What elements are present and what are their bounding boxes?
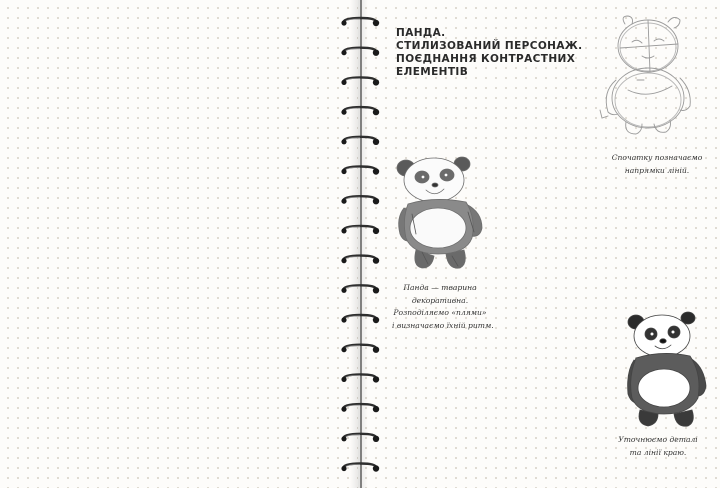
caption-spots-line-3: Розподіляємо «плями» <box>393 308 487 317</box>
spiral-ring <box>341 434 379 442</box>
caption-lines <box>596 152 718 177</box>
caption-spots-line-1: Панда — тварина <box>403 283 477 292</box>
title-line-3: ПОЄДНАННЯ КОНТРАСТНИХ <box>396 53 576 65</box>
spiral-ring <box>341 167 379 175</box>
spiral-binding <box>336 0 386 488</box>
spiral-ring <box>341 18 379 26</box>
caption-lines-line-2: напрямки ліній. <box>624 165 690 175</box>
left-page <box>0 0 358 488</box>
caption-lines-line-1: Спочатку позначаємо <box>611 153 703 162</box>
spiral-ring <box>341 196 379 204</box>
spiral-ring <box>341 374 379 382</box>
caption-spots-line-2: декоративна. <box>411 295 469 305</box>
page-title <box>396 27 596 79</box>
caption-spots-line-4: і визначаємо їхній ритм. <box>392 320 494 330</box>
spiral-ring <box>341 285 379 293</box>
title-line-1: ПАНДА. <box>396 27 446 39</box>
spiral-ring <box>341 256 379 264</box>
spiral-ring <box>341 137 379 145</box>
caption-details-line-2: та лінії краю. <box>629 447 687 457</box>
caption-details-line-1: Уточнюємо деталі <box>618 435 698 444</box>
title-line-4: ЕЛЕМЕНТІВ <box>396 66 469 78</box>
spiral-ring <box>341 77 379 85</box>
spiral-ring <box>341 226 379 234</box>
spiral-ring <box>341 107 379 115</box>
spiral-ring <box>341 464 379 472</box>
panda-details-sketch <box>618 310 718 430</box>
spiral-ring <box>341 315 379 323</box>
title-line-2: СТИЛИЗОВАНИЙ ПЕРСОНАЖ. <box>396 40 583 52</box>
spiral-ring <box>341 404 379 412</box>
panda-spots-sketch <box>392 154 488 276</box>
spiral-ring <box>341 48 379 56</box>
caption-details <box>602 434 714 459</box>
panda-construction-sketch <box>592 10 704 140</box>
caption-spots <box>392 282 494 332</box>
spiral-ring <box>341 345 379 353</box>
